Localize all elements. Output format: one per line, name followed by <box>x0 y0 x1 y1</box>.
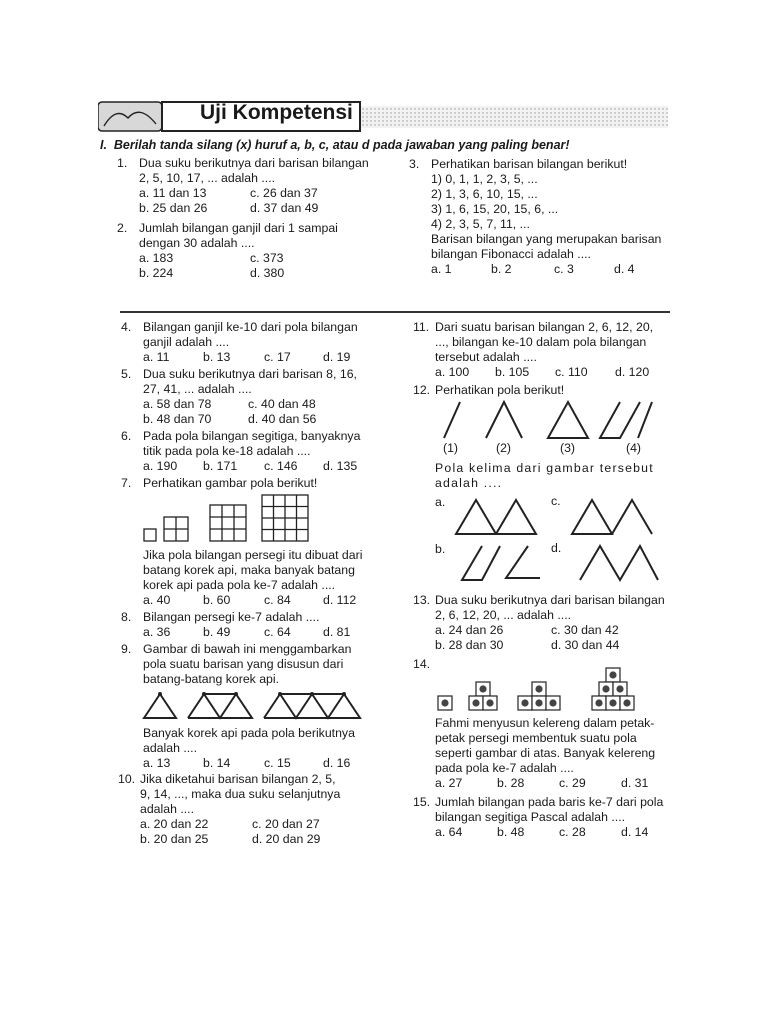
question-4 <box>121 320 401 365</box>
option-b[interactable]: b. 13 <box>203 350 231 364</box>
option-c[interactable]: c. 64 <box>264 625 291 639</box>
section-number: I. <box>100 138 107 152</box>
question-7 <box>121 476 401 491</box>
figure-labels <box>443 441 683 457</box>
option-d[interactable]: d. 19 <box>323 350 351 364</box>
question-14-body <box>413 716 698 791</box>
question-number: 9. <box>121 642 132 656</box>
question-text: Dua suku berikutnya dari barisan 8, 16, <box>143 367 357 381</box>
answer-choice-figures <box>452 494 662 584</box>
question-number: 4. <box>121 320 132 334</box>
question-text: pola suatu barisan yang disusun dari <box>143 657 344 671</box>
option-c[interactable]: c. 30 dan 42 <box>551 623 619 637</box>
question-13 <box>413 593 698 653</box>
option-b[interactable]: b. 49 <box>203 625 231 639</box>
option-c[interactable]: c. 146 <box>264 459 298 473</box>
section-instruction-text: Berilah tanda silang (x) huruf a, b, c, atau d pada jawaban yang paling benar! <box>113 138 570 152</box>
question-text: adalah .... <box>435 476 503 490</box>
option-d[interactable]: d. 40 dan 56 <box>248 412 317 426</box>
section-divider <box>120 311 670 313</box>
option-a[interactable]: a. 36 <box>143 625 171 639</box>
matchstick-triangles-figure <box>138 688 368 724</box>
question-number: 7. <box>121 476 132 490</box>
section-instruction <box>100 138 570 152</box>
stick-pattern-figure <box>430 398 690 442</box>
option-b[interactable]: b. 48 <box>497 825 525 839</box>
question-text: tersebut adalah .... <box>435 350 537 364</box>
figure-label: (4) <box>626 441 642 455</box>
option-c[interactable]: c. 28 <box>559 825 586 839</box>
question-12-body <box>413 461 693 491</box>
question-text: bilangan Fibonacci adalah .... <box>431 247 591 261</box>
option-d[interactable]: d. 37 dan 49 <box>250 201 319 215</box>
marble-pyramid-figure <box>434 658 664 716</box>
question-text: Fahmi menyusun kelereng dalam petak- <box>435 716 655 730</box>
question-1 <box>117 156 387 216</box>
option-d[interactable]: d. 135 <box>323 459 358 473</box>
question-2 <box>117 221 387 281</box>
sequence-item: 1) 0, 1, 1, 2, 3, 5, ... <box>431 172 538 186</box>
question-text: Jumlah bilangan pada baris ke-7 dari pola <box>435 795 664 809</box>
question-5 <box>121 367 401 427</box>
question-text: seperti gambar di atas. Banyak kelereng <box>435 746 656 760</box>
question-number: 6. <box>121 429 132 443</box>
question-7-body <box>121 548 401 608</box>
question-text: dengan 30 adalah .... <box>139 236 255 250</box>
question-text: Banyak korek api pada pola berikutnya <box>143 726 355 740</box>
option-a[interactable]: a. 40 <box>143 593 171 607</box>
option-c[interactable]: c. 20 dan 27 <box>252 817 320 831</box>
option-b[interactable]: b. 14 <box>203 756 231 770</box>
question-number: 11. <box>413 320 430 334</box>
question-3 <box>409 157 689 277</box>
option-a[interactable]: a. 100 <box>435 365 470 379</box>
option-a[interactable]: a. 11 dan 13 <box>139 186 207 200</box>
choice-label-c[interactable]: c. <box>551 494 561 508</box>
option-a[interactable]: a. 27 <box>435 776 463 790</box>
question-text: Dua suku berikutnya dari barisan bilangan <box>139 156 369 170</box>
question-text: ganjil adalah .... <box>143 335 230 349</box>
question-text: Perhatikan gambar pola berikut! <box>143 476 318 490</box>
question-number: 2. <box>117 221 128 235</box>
option-b[interactable]: b. 28 <box>497 776 525 790</box>
option-b[interactable]: b. 105 <box>495 365 530 379</box>
question-text: pada pola ke-7 adalah .... <box>435 761 574 775</box>
question-text: Jika pola bilangan persegi itu dibuat dari <box>143 548 363 562</box>
question-text: Dari suatu barisan bilangan 2, 6, 12, 20, <box>435 320 654 334</box>
option-d[interactable]: d. 14 <box>621 825 649 839</box>
option-a[interactable]: a. 183 <box>139 251 174 265</box>
option-a[interactable]: a. 24 dan 26 <box>435 623 504 637</box>
question-10 <box>118 772 403 847</box>
question-number: 1. <box>117 156 128 170</box>
option-c[interactable]: c. 26 dan 37 <box>250 186 318 200</box>
option-d[interactable]: d. 380 <box>250 266 285 280</box>
option-d[interactable]: d. 20 dan 29 <box>252 832 321 846</box>
option-c[interactable]: c. 15 <box>264 756 291 770</box>
question-9 <box>121 642 401 687</box>
question-text: Gambar di bawah ini menggambarkan <box>143 642 352 656</box>
section-banner <box>98 100 668 133</box>
question-number: 8. <box>121 610 132 624</box>
question-text: batang korek api, maka banyak batang <box>143 563 355 577</box>
question-text: 2, 5, 10, 17, ... adalah .... <box>139 171 276 185</box>
choice-label-a[interactable]: a. <box>435 495 446 509</box>
question-15 <box>413 795 698 840</box>
option-c[interactable]: c. 84 <box>264 593 291 607</box>
option-d[interactable]: d. 30 dan 44 <box>551 638 620 652</box>
choice-label-b[interactable]: b. <box>435 542 446 556</box>
option-a[interactable]: a. 1 <box>431 262 452 276</box>
question-text: bilangan segitiga Pascal adalah .... <box>435 810 626 824</box>
option-c[interactable]: c. 17 <box>264 350 291 364</box>
option-c[interactable]: c. 3 <box>554 262 574 276</box>
option-b[interactable]: b. 2 <box>491 262 512 276</box>
option-b[interactable]: b. 20 dan 25 <box>140 832 209 846</box>
option-c[interactable]: c. 110 <box>555 365 588 379</box>
figure-label: (3) <box>560 441 576 455</box>
question-text: Jumlah bilangan ganjil dari 1 sampai <box>139 221 338 235</box>
option-d[interactable]: d. 81 <box>323 625 351 639</box>
option-c[interactable]: c. 29 <box>559 776 586 790</box>
question-text: Pada pola bilangan segitiga, banyaknya <box>143 429 361 443</box>
question-text: Pola kelima dari gambar tersebut <box>435 461 654 475</box>
question-text: adalah .... <box>140 802 195 816</box>
question-number: 14. <box>413 657 431 671</box>
question-number: 3. <box>409 157 420 171</box>
square-pattern-figure <box>140 493 330 545</box>
question-number: 10. <box>118 772 136 786</box>
option-a[interactable]: a. 58 dan 78 <box>143 397 212 411</box>
option-a[interactable]: a. 20 dan 22 <box>140 817 209 831</box>
option-d[interactable]: d. 31 <box>621 776 649 790</box>
option-a[interactable]: a. 64 <box>435 825 463 839</box>
option-d[interactable]: d. 112 <box>323 593 357 607</box>
question-number: 12. <box>413 383 431 397</box>
question-text: Perhatikan pola berikut! <box>435 383 565 397</box>
question-text: Dua suku berikutnya dari barisan bilangan <box>435 593 665 607</box>
question-9-body <box>121 726 401 771</box>
question-text: Barisan bilangan yang merupakan barisan <box>431 232 662 246</box>
option-d[interactable]: d. 16 <box>323 756 351 770</box>
option-c[interactable]: c. 40 dan 48 <box>248 397 316 411</box>
question-text: 27, 41, ... adalah .... <box>143 382 252 396</box>
sequence-item: 3) 1, 6, 15, 20, 15, 6, ... <box>431 202 559 216</box>
option-d[interactable]: d. 4 <box>614 262 635 276</box>
option-b[interactable]: b. 25 dan 26 <box>139 201 208 215</box>
question-text: Jika diketahui barisan bilangan 2, 5, <box>140 772 336 786</box>
option-b[interactable]: b. 48 dan 70 <box>143 412 212 426</box>
option-b[interactable]: b. 60 <box>203 593 231 607</box>
question-text: titik pada pola ke-18 adalah .... <box>143 444 311 458</box>
question-text: Bilangan persegi ke-7 adalah .... <box>143 610 320 624</box>
option-a[interactable]: a. 11 <box>143 350 170 364</box>
question-text: batang-batang korek api. <box>143 672 280 686</box>
figure-label: (2) <box>496 441 512 455</box>
question-text: korek api pada pola ke-7 adalah .... <box>143 578 336 592</box>
question-8 <box>121 610 401 640</box>
question-6 <box>121 429 401 474</box>
option-b[interactable]: b. 171 <box>203 459 238 473</box>
sequence-item: 2) 1, 3, 6, 10, 15, ... <box>431 187 538 201</box>
choice-label-d[interactable]: d. <box>551 541 562 555</box>
question-11 <box>413 320 693 380</box>
option-b[interactable]: b. 224 <box>139 266 174 280</box>
option-d[interactable]: d. 120 <box>615 365 650 379</box>
sequence-item: 4) 2, 3, 5, 7, 11, ... <box>431 217 530 231</box>
option-c[interactable]: c. 373 <box>250 251 284 265</box>
figure-label: (1) <box>443 441 459 455</box>
question-number: 15. <box>413 795 431 809</box>
question-text: Perhatikan barisan bilangan berikut! <box>431 157 628 171</box>
question-12 <box>413 383 693 398</box>
question-number: 5. <box>121 367 132 381</box>
option-a[interactable]: a. 13 <box>143 756 171 770</box>
question-text: ..., bilangan ke-10 dalam pola bilangan <box>435 335 647 349</box>
question-text: Bilangan ganjil ke-10 dari pola bilangan <box>143 320 358 334</box>
option-a[interactable]: a. 190 <box>143 459 178 473</box>
question-text: 9, 14, ..., maka dua suku selanjutnya <box>140 787 341 801</box>
question-text: adalah .... <box>143 741 198 755</box>
question-text: petak persegi membentuk suatu pola <box>435 731 637 745</box>
question-number: 13. <box>413 593 431 607</box>
page-title: Uji Kompetensi <box>200 101 353 124</box>
question-text: 2, 6, 12, 20, ... adalah .... <box>435 608 572 622</box>
option-b[interactable]: b. 28 dan 30 <box>435 638 504 652</box>
